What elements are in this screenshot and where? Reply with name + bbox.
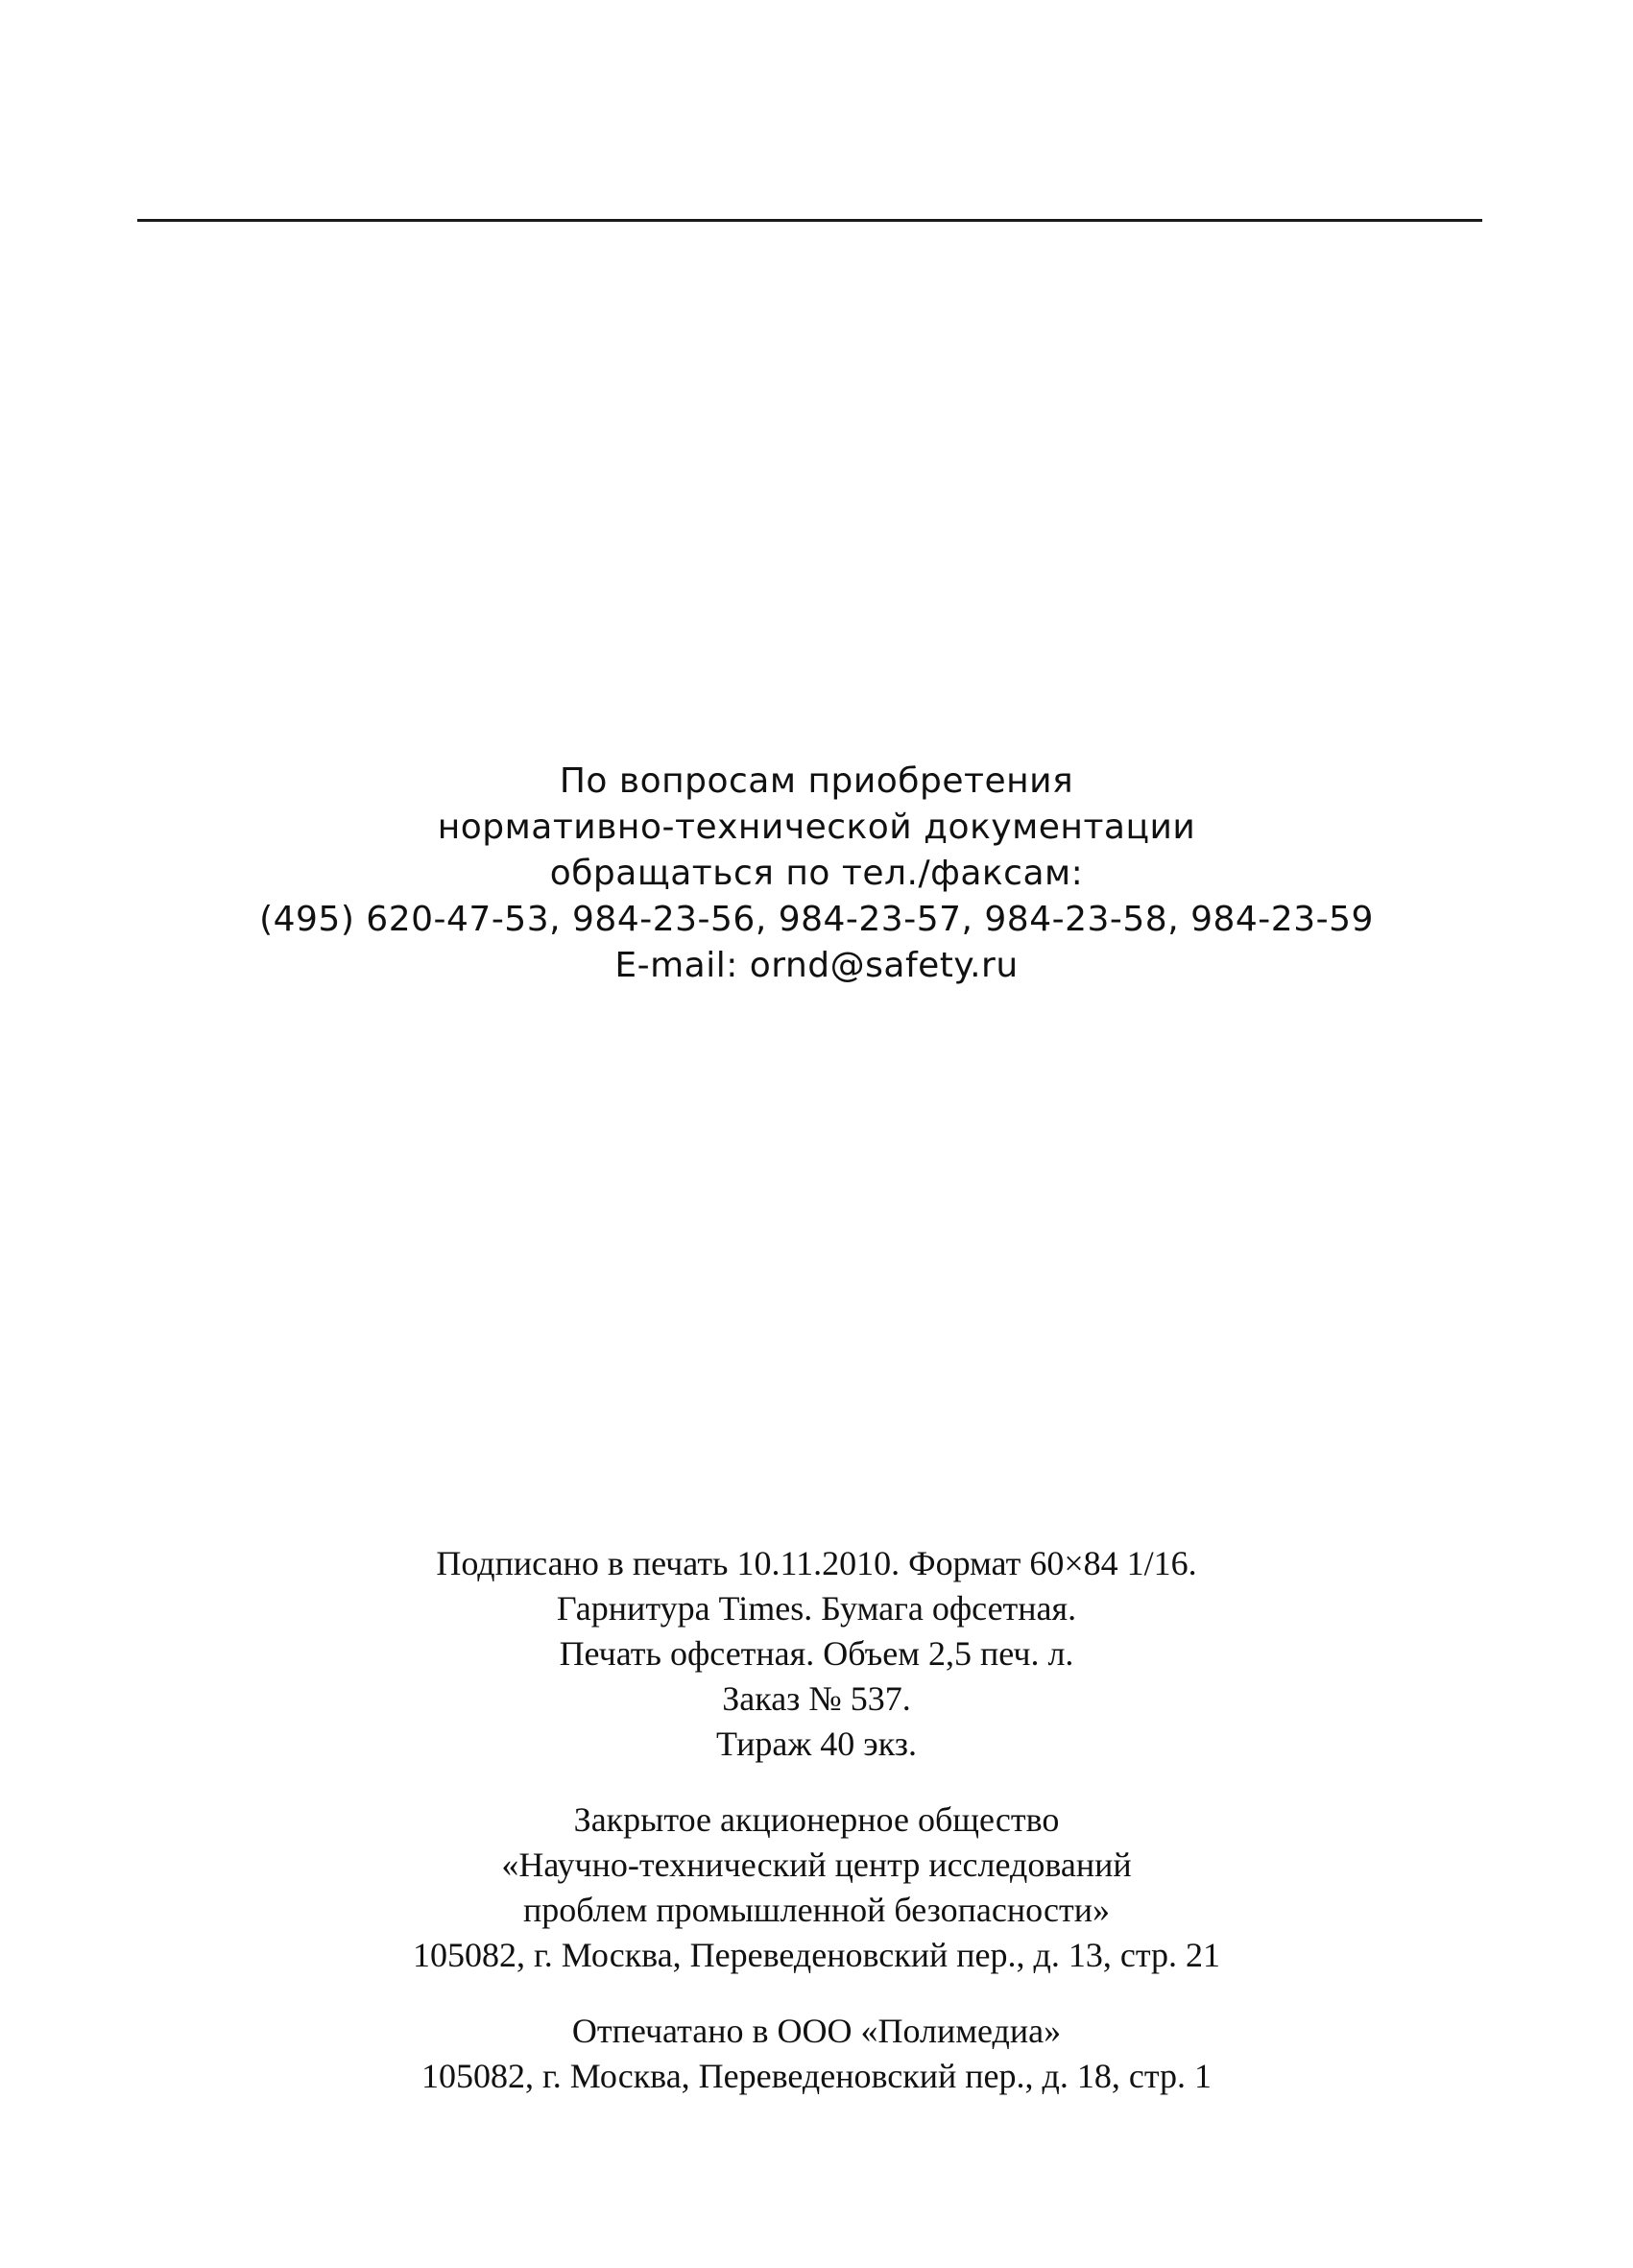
publisher-line-3: проблем промышленной безопасности» [522, 1891, 1111, 1929]
print-details-signed: Подписано в печать 10.11.2010. Формат 60×84 1/16. [436, 1544, 1197, 1582]
print-details [0, 1541, 1633, 1767]
publisher-line-1: Закрытое акционерное общество [573, 1800, 1060, 1839]
contact-phones: (495) 620-47-53, 984-23-56, 984-23-57, 984-23-58, 984-23-59 [259, 900, 1374, 939]
contact-email: E-mail: ornd@safety.ru [614, 946, 1019, 985]
spacer [0, 1767, 1633, 1798]
publisher-info [0, 1798, 1633, 1978]
imprint [0, 1541, 1633, 2099]
print-details-volume: Печать офсетная. Объем 2,5 печ. л. [559, 1634, 1074, 1673]
printer-name: Отпечатано в ООО «Полимедиа» [571, 2012, 1062, 2050]
contact-heading-line-3: обращаться по тел./факсам: [549, 854, 1084, 893]
top-rule [137, 219, 1482, 222]
contact-heading-line-1: По вопросам приобретения [559, 761, 1074, 801]
contact-info [0, 759, 1633, 989]
print-details-order: Заказ № 537. [722, 1679, 911, 1718]
publisher-line-2: «Научно-технический центр исследований [501, 1846, 1132, 1884]
publisher-address: 105082, г. Москва, Переведеновский пер., д. 13, стр. 21 [413, 1936, 1220, 1974]
print-details-circulation: Тираж 40 экз. [716, 1725, 917, 1763]
contact-heading-line-2: нормативно-технической документации [437, 808, 1196, 847]
printer-address: 105082, г. Москва, Переведеновский пер., д. 18, стр. 1 [421, 2057, 1212, 2095]
print-details-typeface: Гарнитура Times. Бумага офсетная. [556, 1589, 1077, 1628]
spacer [0, 1978, 1633, 2009]
printer-info [0, 2009, 1633, 2099]
